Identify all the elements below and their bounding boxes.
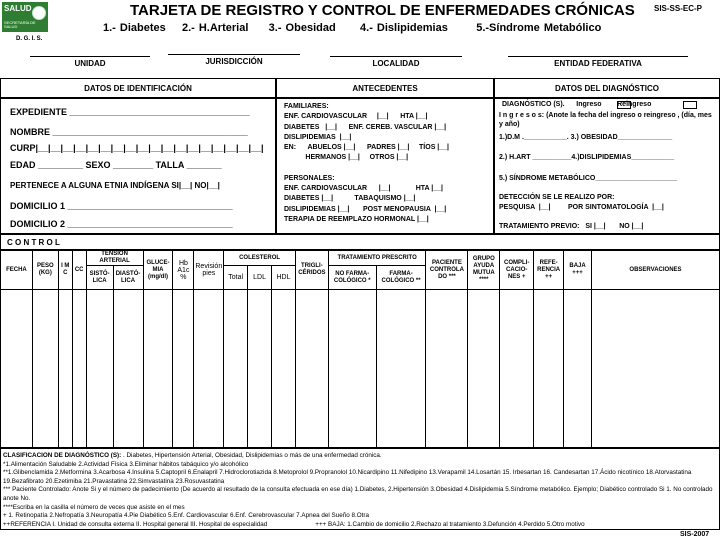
cell-revision[interactable]: [194, 290, 224, 448]
section-antecedentes: ANTECEDENTES: [276, 78, 494, 98]
section-diagnostico: DATOS DEL DIAGNÓSTICO: [494, 78, 720, 98]
diagnostico-ingreso: DIAGNÓSTICO (S). Ingreso Reingreso: [502, 101, 652, 108]
antecedente-line[interactable]: HERMANOS |__| OTROS |__|: [284, 154, 409, 162]
jurisdiccion-label: JURISDICCIÓN: [205, 57, 263, 66]
table-row[interactable]: [1, 290, 720, 448]
etnia-field[interactable]: PERTENECE A ALGUNA ETNIA INDÍGENA SI|__| NO|__|: [10, 181, 220, 190]
entidad-line[interactable]: [508, 56, 688, 57]
col-ldl: LDL: [248, 266, 272, 290]
notes: [3, 452, 717, 529]
col-observaciones: OBSERVACIONES: [591, 251, 719, 290]
cell-sistolica[interactable]: [86, 290, 113, 448]
col-hdl: HDL: [272, 266, 296, 290]
cell-referencia[interactable]: [534, 290, 564, 448]
form-code: SIS-SS-EC-P: [654, 4, 703, 13]
col-imc: I M C: [58, 251, 72, 290]
unidad-line[interactable]: [30, 56, 150, 57]
col-total: Total: [224, 266, 248, 290]
antecedente-line[interactable]: DISLIPIDEMIAS |__|: [284, 133, 352, 141]
cell-fecha[interactable]: [1, 290, 33, 448]
cell-diastolica[interactable]: [113, 290, 143, 448]
hart-dislipidemias-field[interactable]: 2.) H.ART __________4.)DISLIPIDEMIAS___________: [499, 154, 675, 161]
localidad-label: LOCALIDAD: [372, 59, 420, 68]
cell-hdl[interactable]: [272, 290, 296, 448]
cell-total[interactable]: [224, 290, 248, 448]
seal-icon: [32, 6, 46, 20]
jurisdiccion-line[interactable]: [168, 54, 300, 55]
antecedente-line: [284, 164, 449, 174]
note-grupo-ayuda: ****Escriba en la casilla el número de veces que asiste en el mes: [3, 503, 185, 511]
cell-cc[interactable]: [72, 290, 86, 448]
cell-ldl[interactable]: [248, 290, 272, 448]
unidad-label: UNIDAD: [74, 59, 106, 68]
col-grupo-ayuda: GRUPO AYUDA MUTUA ****: [468, 251, 500, 290]
cell-glucemia[interactable]: [143, 290, 173, 448]
col-diastolica: DIASTÓ-LICA: [113, 266, 143, 290]
section-identificacion: DATOS DE IDENTIFICACIÓN: [0, 78, 276, 98]
antecedente-line[interactable]: ENF. CARDIOVASCULAR |__| HTA |__|: [284, 113, 428, 121]
antecedente-line[interactable]: TERAPIA DE REEMPLAZO HORMONAL |__|: [284, 215, 429, 223]
note-referencia: ++REFERENCIA I. Unidad de consulta externa II. Hospital general III. Hospital de especialidad: [3, 520, 268, 528]
col-complicaciones: COMPLI-CACIO-NES +: [500, 251, 534, 290]
footer-code: SIS-2007: [680, 531, 710, 538]
cell-peso[interactable]: [32, 290, 58, 448]
page-title: TARJETA DE REGISTRO Y CONTROL DE ENFERMEDADES CRÓNICAS: [130, 2, 635, 19]
note-complicaciones: + 1. Retinopatía 2.Nefropatía 3.Neuropatía 4.Pie Diabético 5.Enf. Cardiovascular 6.Enf. Cerebrovascular 7.Apnea del Sueño 8.Otra: [3, 512, 369, 520]
antecedente-line[interactable]: EN: ABUELOS |__| PADRES |__| TÍOS |__|: [284, 144, 450, 152]
antecedentes-list: [284, 102, 449, 225]
page-subtitle: 1.- Diabetes 2.- H.Arterial 3.- Obesidad 4.- Dislipidemias 5.-Síndrome Metabólico: [103, 22, 602, 34]
col-revision-pies: Revisión pies: [194, 251, 224, 290]
tratamiento-previo[interactable]: TRATAMIENTO PREVIO: SI |__| NO |__|: [499, 223, 644, 230]
dm-obesidad-field[interactable]: 1.)D.M .___________. 3.) OBESIDAD______________: [499, 134, 673, 141]
logo-subtext: SECRETARÍA DE SALUD: [4, 20, 36, 30]
cell-paciente[interactable]: [426, 290, 468, 448]
col-sistolica: SISTÓ-LICA: [86, 266, 113, 290]
antecedente-line: FAMILIARES:: [284, 103, 329, 110]
antecedente-line[interactable]: ENF. CARDIOVASCULAR |__| HTA |__|: [284, 185, 444, 193]
clasificacion-text: . Diabetes, Hipertensión Arterial, Obesidad, Dislipidemias o más de una enfermedad crónica.: [121, 452, 382, 459]
antecedente-line[interactable]: DISLIPIDEMIAS |__| POST MENOPAUSIA |__|: [284, 205, 447, 213]
antecedente-line: PERSONALES:: [284, 174, 335, 182]
cell-imc[interactable]: [58, 290, 72, 448]
control-table: [0, 250, 720, 448]
localidad-line[interactable]: [330, 56, 462, 57]
col-fecha: FECHA: [1, 251, 33, 290]
cell-no-farmaco[interactable]: [328, 290, 376, 448]
cell-complicaciones[interactable]: [500, 290, 534, 448]
antecedente-line[interactable]: DIABETES |__| TABAQUISMO |__|: [284, 195, 416, 203]
curp-field[interactable]: CURP|__|__|__|__|__|__|__|__|__|__|__|__|__|__|__|__|__|__|: [10, 143, 264, 153]
logo-text: SALUD: [4, 4, 32, 13]
expediente-field[interactable]: EXPEDIENTE ____________________________________: [10, 107, 250, 117]
col-glucemia: GLUCE-MIA (mg/dl): [143, 251, 173, 290]
cell-trigliceridos[interactable]: [295, 290, 328, 448]
deteccion-label: DETECCIÓN SE LE REALIZO POR:: [499, 194, 615, 201]
note-farmacos: **1.Glibenclamida 2.Metformina 3.Acarbosa 4.Insulina 5.Captopril 6.Enalapril 7.Hidroclorotiazida 8.Metoprolol 9.Propranolol 10.Nicardipino 11.Nifedipino 13.Verapamil 14.Losartán 15. Irbesartan 16. Candesartan 17.Ácido nicotínico 18.Atorvastatina 19.Bezafibrato 20.Ezetimiba 21.Pravastatina 22.Simvastatina 23.Rosuvastatina: [3, 469, 692, 485]
col-hba1c: Hb A1c %: [173, 251, 194, 290]
col-farmacologico: FARMA-COLÓGICO **: [376, 266, 426, 290]
col-trigliceridos: TRIGLI-CÉRIDOS: [295, 251, 328, 290]
dgis-label: D. G. I. S.: [16, 36, 43, 42]
note-alimentacion: *1.Alimentación Saludable 2.Actividad Física 3.Eliminar hábitos tabáquico y/o alcohólico: [3, 460, 249, 468]
cell-farmaco[interactable]: [376, 290, 426, 448]
section-control: C O N T R O L: [0, 234, 720, 250]
deteccion-options[interactable]: PESQUISA |__| POR SINTOMATOLOGÍA |__|: [499, 204, 664, 211]
ingreso-checkbox[interactable]: [617, 101, 631, 109]
sindrome-metabolico-field[interactable]: 5.) SÍNDROME METABÓLICO_____________________: [499, 175, 678, 182]
col-peso: PESO (KG): [32, 251, 58, 290]
reingreso-checkbox[interactable]: [683, 101, 697, 109]
col-baja: BAJA +++: [564, 251, 592, 290]
cell-grupo[interactable]: [468, 290, 500, 448]
ingresos-note: I n g r e s o s: (Anote la fecha del ingreso o reingreso , (día, mes y año): [499, 112, 712, 128]
domicilio2-field[interactable]: DOMICILIO 2 _________________________________: [10, 219, 233, 229]
cell-hba1c[interactable]: [173, 290, 194, 448]
col-cc: CC: [72, 251, 86, 290]
cell-baja[interactable]: [564, 290, 592, 448]
col-tension: TENSIÓN ARTERIAL: [86, 251, 143, 266]
clasificacion-label: CLASIFICACION DE DIAGNÓSTICO (S):: [3, 452, 122, 459]
nombre-field[interactable]: NOMBRE _______________________________________: [10, 127, 248, 137]
col-colesterol: COLESTEROL: [224, 251, 296, 266]
edad-sexo-talla-field[interactable]: EDAD _________ SEXO ________ TALLA _______: [10, 160, 222, 170]
domicilio1-field[interactable]: DOMICILIO 1 _________________________________: [10, 201, 233, 211]
cell-observaciones[interactable]: [591, 290, 719, 448]
col-referencia: REFE-RENCIA ++: [534, 251, 564, 290]
col-tratamiento: TRATAMIENTO PRESCRITO: [328, 251, 426, 266]
col-no-farmacologico: NO FARMA-COLÓGICO *: [328, 266, 376, 290]
antecedente-line[interactable]: DIABETES |__| ENF. CEREB. VASCULAR |__|: [284, 123, 447, 131]
entidad-label: ENTIDAD FEDERATIVA: [554, 59, 642, 68]
note-paciente-controlado: *** Paciente Controlado: Anote Si y el número de padecimiento (De acuerdo al resultado de la consulta efectuada en ese día) 1.Diabetes, 2.Hipertensión 3.Obesidad 4.Dislipidemia 5.Síndrome metabólico. Ejemplo; Diabético controlado Si 1. No controlado anote No.: [3, 486, 713, 502]
note-baja: +++ BAJA: 1.Cambio de domicilio 2.Rechazo al tratamiento 3.Defunción 4.Perdido 5.Otro motivo: [315, 520, 585, 528]
col-paciente-controlado: PACIENTE CONTROLA DO ***: [426, 251, 468, 290]
